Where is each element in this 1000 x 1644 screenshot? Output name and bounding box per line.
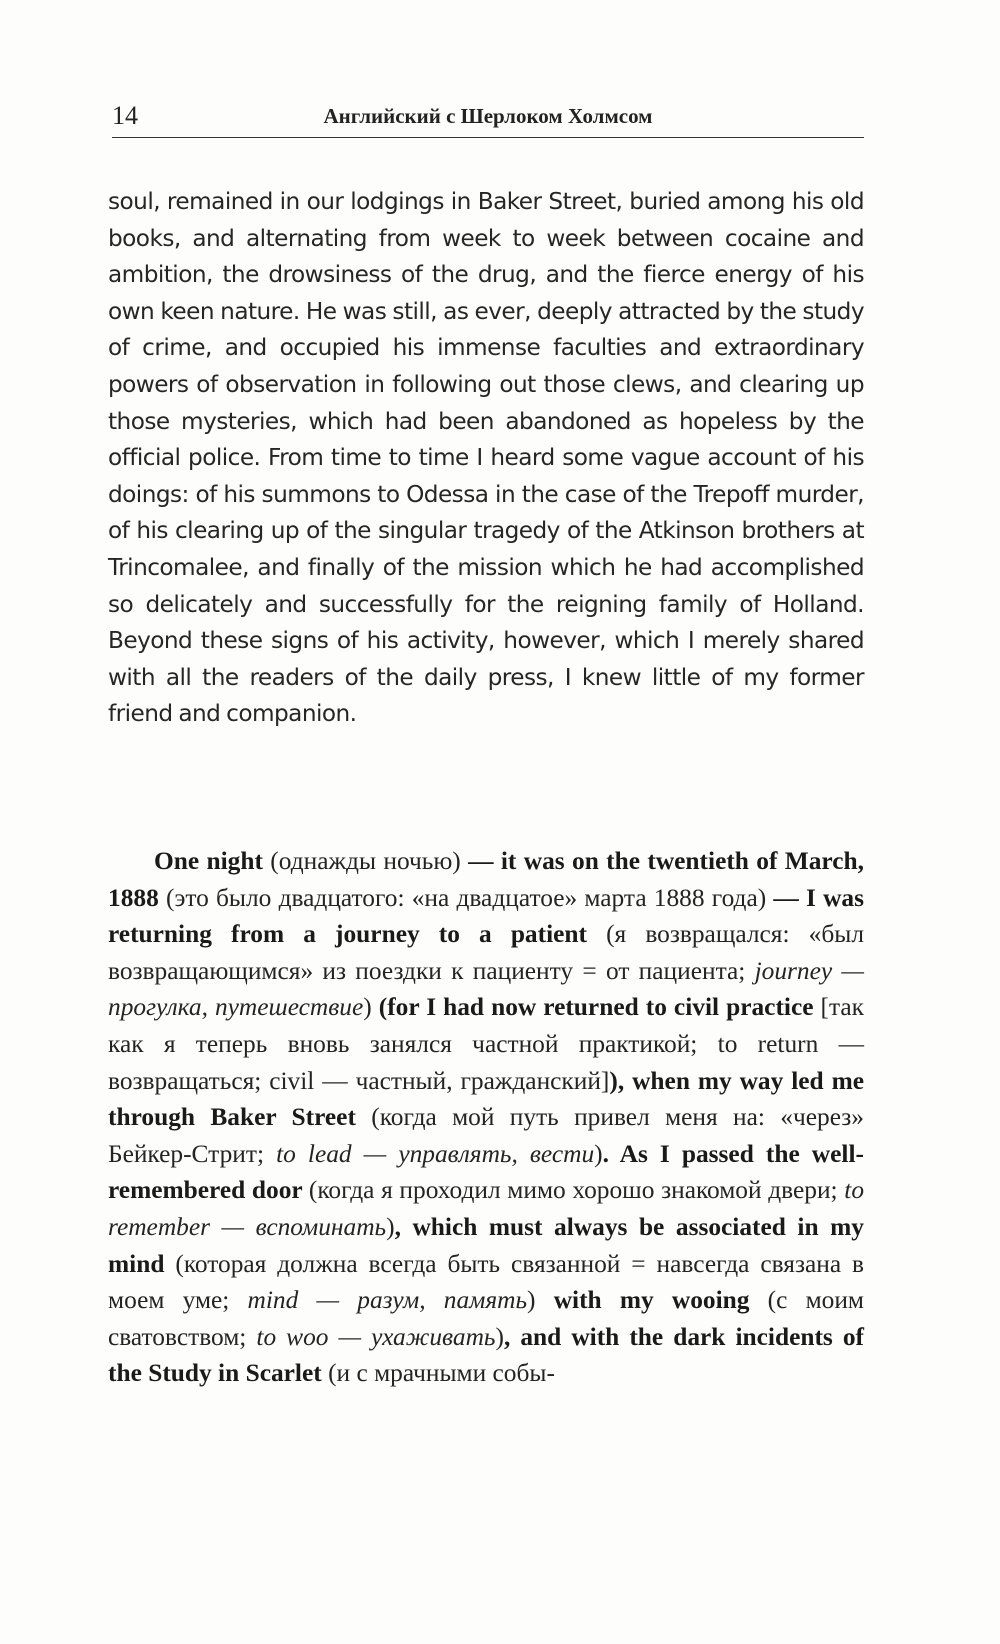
study-segment: , which must always be associated in my mind [108, 1212, 864, 1278]
study-segment: to woo — ухаживать [256, 1322, 496, 1351]
study-segment: (однажды ночью) [270, 847, 469, 875]
study-segment: (когда мой путь привел меня на: «через» Бейкер-Стрит; [108, 1103, 864, 1168]
study-segment: mind — разум, память [247, 1286, 528, 1315]
study-segment: One night [154, 847, 271, 875]
study-segment: , and with the dark incidents of the Study in Scarlet [108, 1322, 864, 1388]
study-segment: journey — прогулка, путешествие [108, 956, 864, 1022]
study-segment: (когда я проходил мимо хорошо знакомой двери; [308, 1176, 845, 1205]
page-header [112, 96, 864, 136]
running-title: Английский с Шерлоком Холмсом [323, 104, 653, 128]
study-segment: (это было двадцатого: «на двадцатое» марта 1888 года) [166, 883, 774, 912]
study-segment: (с моим сватовством; [108, 1286, 864, 1351]
page-number: 14 [112, 101, 138, 130]
study-segment: ) [363, 993, 379, 1022]
study-segment: . As I passed the well-remembered door [108, 1139, 864, 1205]
study-segment: ), when my way led me through Baker Street [108, 1066, 864, 1132]
study-segment: ) [386, 1212, 395, 1241]
study-segment: with my wooing [553, 1286, 768, 1315]
study-segment: to lead — управлять, вести [276, 1139, 595, 1168]
study-segment: — I was returning from a journey to a patient [108, 883, 864, 949]
study-segment: — it was on the twentieth of March, 1888 [108, 847, 864, 912]
study-segment: (for I had now returned to civil practice [378, 993, 821, 1022]
study-segment: ) [495, 1322, 504, 1351]
study-segment: ) [527, 1286, 554, 1315]
english-original-paragraph: soul, remained in our lodgings in Baker Street, buried among his old books, and alternating from week to week between cocaine and ambition, the drowsiness of the drug, and the fierce energy of his own keen nature. He was still, as ever, deeply attracted by the study of crime, and occupied his immense faculties and extraordinary powers of observation in following out those clews, and clearing up those mysteries, which had been abandoned as hopeless by the official police. From time to time I heard some vague account of his doings: of his summons to Odessa in the case of the Trepoff murder, of his clearing up of the singular tragedy of the Atkinson brothers at Trincomalee, and finally of the mission which he had accomplished so delicately and successfully for the reigning family of Holland. Beyond these signs of his activity, however, which I merely shared with all the readers of the daily press, I knew little of my former friend and companion. [108, 188, 864, 728]
study-segment: (которая должна всегда быть связанной = навсегда связана в моем уме; [108, 1249, 865, 1315]
study-segment: [так как я теперь вновь занялся частной практикой; to return — возвращаться; civil — частный, гражданский] [108, 993, 864, 1095]
study-segment: (я возвращался: «был возвращающимся» из поездки к пациенту = от пациента; [108, 920, 864, 985]
study-segment: ) [594, 1139, 603, 1168]
header-divider [112, 137, 864, 138]
annotated-study-paragraph [108, 843, 864, 1392]
study-segment: to remember — вспоминать [108, 1176, 865, 1241]
study-segment: (и с мрачными собы- [328, 1359, 555, 1388]
